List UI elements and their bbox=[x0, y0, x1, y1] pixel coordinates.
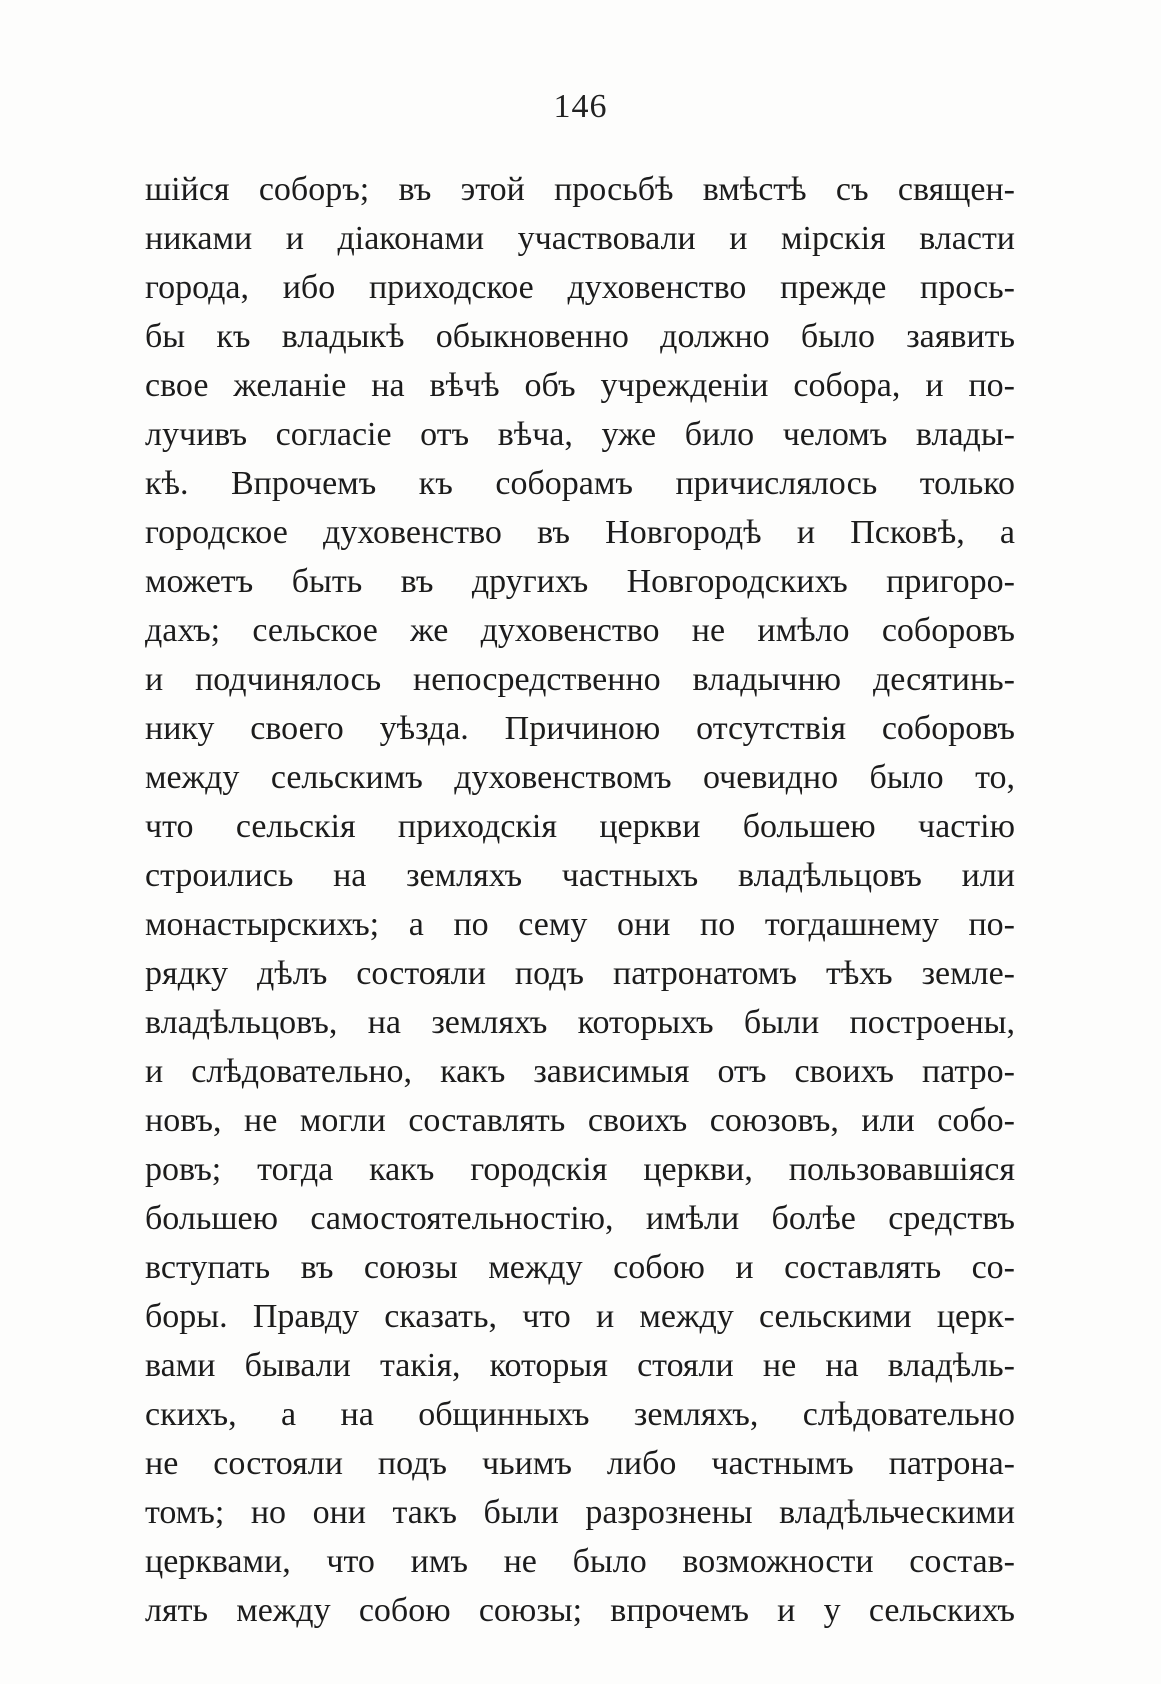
text-line: церквами, что имъ не было возможности состав- bbox=[145, 1543, 1015, 1580]
text-line: и слѣдовательно, какъ зависимыя отъ своихъ патро- bbox=[145, 1053, 1015, 1090]
text-line: ровъ; тогда какъ городскія церкви, пользовавшіяся bbox=[145, 1151, 1015, 1188]
text-line: свое желаніе на вѣчѣ объ учрежденіи собора, и по- bbox=[145, 367, 1015, 404]
text-line: никами и діаконами участвовали и мірскія власти bbox=[145, 220, 1015, 257]
text-line: большею самостоятельностію, имѣли болѣе средствъ bbox=[145, 1200, 1015, 1237]
text-line: монастырскихъ; а по сему они по тогдашнему по- bbox=[145, 906, 1015, 943]
text-line: вами бывали такія, которыя стояли не на владѣль- bbox=[145, 1347, 1015, 1384]
text-line: лять между собою союзы; впрочемъ и у сельскихъ bbox=[145, 1592, 1015, 1629]
text-line: боры. Правду сказать, что и между сельскими церк- bbox=[145, 1298, 1015, 1335]
text-line: томъ; но они такъ были разрознены владѣльческими bbox=[145, 1494, 1015, 1531]
text-line: и подчинялось непосредственно владычню десятинь- bbox=[145, 661, 1015, 698]
text-line: лучивъ согласіе отъ вѣча, уже било челомъ влады- bbox=[145, 416, 1015, 453]
text-line: новъ, не могли составлять своихъ союзовъ, или собо- bbox=[145, 1102, 1015, 1139]
text-line: не состояли подъ чьимъ либо частнымъ патрона- bbox=[145, 1445, 1015, 1482]
text-line: скихъ, а на общинныхъ земляхъ, слѣдовательно bbox=[145, 1396, 1015, 1433]
text-line: бы къ владыкѣ обыкновенно должно было заявить bbox=[145, 318, 1015, 355]
text-line: вступать въ союзы между собою и составлять со- bbox=[145, 1249, 1015, 1286]
text-line: между сельскимъ духовенствомъ очевидно было то, bbox=[145, 759, 1015, 796]
text-line: владѣльцовъ, на земляхъ которыхъ были построены, bbox=[145, 1004, 1015, 1041]
text-line: города, ибо приходское духовенство прежде прось- bbox=[145, 269, 1015, 306]
body-text bbox=[145, 165, 1015, 1635]
text-line: кѣ. Впрочемъ къ соборамъ причислялось только bbox=[145, 465, 1015, 502]
page-number: 146 bbox=[553, 88, 608, 125]
text-line: строились на земляхъ частныхъ владѣльцовъ или bbox=[145, 857, 1015, 894]
text-line: городское духовенство въ Новгородѣ и Псковѣ, а bbox=[145, 514, 1015, 551]
text-line: дахъ; сельское же духовенство не имѣло соборовъ bbox=[145, 612, 1015, 649]
text-line: можетъ быть въ другихъ Новгородскихъ пригоро- bbox=[145, 563, 1015, 600]
text-line: нику своего уѣзда. Причиною отсутствія соборовъ bbox=[145, 710, 1015, 747]
text-line: рядку дѣлъ состояли подъ патронатомъ тѣхъ земле- bbox=[145, 955, 1015, 992]
text-line: шійся соборъ; въ этой просьбѣ вмѣстѣ съ священ- bbox=[145, 171, 1015, 208]
text-line: что сельскія приходскія церкви большею частію bbox=[145, 808, 1015, 845]
